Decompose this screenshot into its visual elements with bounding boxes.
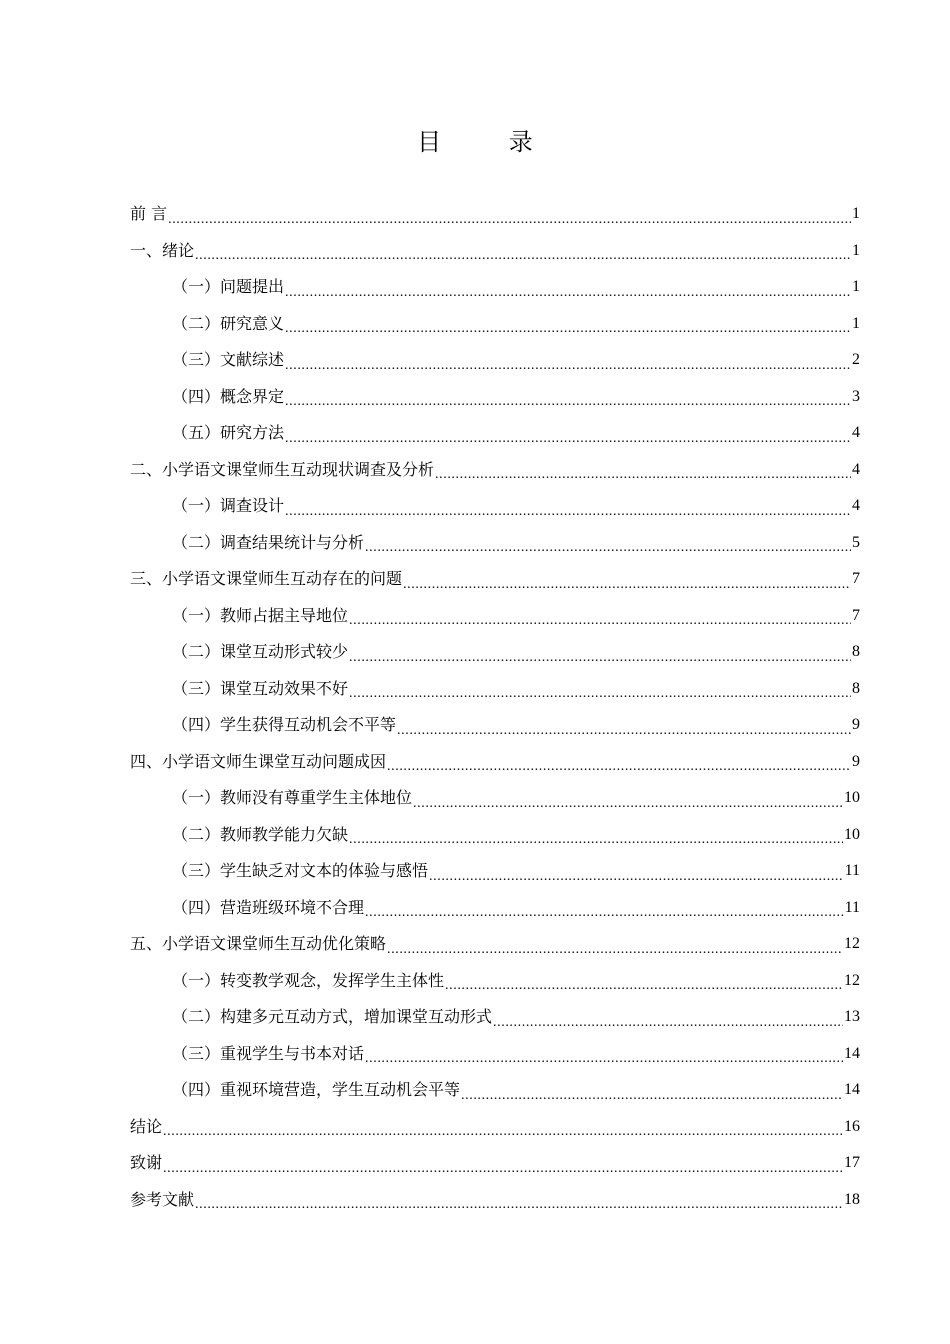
toc-dot-leader: [397, 707, 851, 744]
toc-dot-leader: [163, 1109, 843, 1146]
toc-page-number: 1: [852, 278, 860, 295]
toc-page-number: 13: [844, 1008, 860, 1025]
toc-entry-label: （二）调查结果统计与分析: [172, 532, 365, 552]
toc-dot-leader: [413, 780, 843, 817]
toc-title: 目 录: [417, 128, 563, 156]
toc-section-entry[interactable]: [130, 817, 860, 854]
toc-dot-leader: [435, 452, 851, 489]
table-of-contents: [130, 196, 860, 1218]
toc-chapter-entry[interactable]: [130, 196, 860, 233]
toc-entry-label: （一）调查设计: [172, 496, 285, 515]
toc-section-entry[interactable]: [130, 1072, 860, 1109]
toc-page-number: 8: [852, 679, 860, 697]
toc-entry-label: （三）课堂互动效果不好: [172, 678, 349, 698]
toc-entry-label: （四）概念界定: [172, 386, 285, 406]
toc-entry-label: 三、小学语文课堂师生互动存在的问题: [130, 569, 403, 588]
toc-entry-label: （三）文献综述: [172, 350, 285, 369]
toc-section-entry[interactable]: [130, 415, 860, 452]
toc-dot-leader: [285, 488, 851, 525]
toc-page-number: 10: [844, 789, 860, 806]
toc-dot-leader: [403, 561, 851, 598]
toc-page-number: 14: [844, 1081, 860, 1098]
toc-page-number: 4: [852, 424, 860, 441]
toc-dot-leader: [285, 379, 851, 416]
toc-chapter-entry[interactable]: [130, 1182, 860, 1219]
toc-dot-leader: [168, 196, 851, 233]
toc-section-entry[interactable]: [130, 671, 860, 708]
toc-page-number: 1: [852, 314, 860, 332]
toc-page-number: 10: [844, 825, 860, 843]
toc-page-number: 16: [844, 1117, 860, 1135]
toc-page-number: 14: [844, 1044, 860, 1062]
toc-page-number: 12: [844, 971, 860, 989]
toc-dot-leader: [387, 744, 851, 781]
toc-page-number: 11: [844, 898, 860, 916]
toc-entry-label: （一）教师占据主导地位: [172, 605, 349, 625]
toc-page-number: 1: [852, 205, 860, 222]
toc-entry-label: （二）课堂互动形式较少: [172, 642, 349, 661]
toc-entry-label: （一）转变教学观念，发挥学生主体性: [172, 970, 445, 990]
toc-entry-label: （五）研究方法: [172, 423, 285, 442]
toc-dot-leader: [461, 1072, 843, 1109]
toc-dot-leader: [285, 306, 851, 343]
toc-dot-leader: [365, 1036, 843, 1073]
toc-dot-leader: [365, 525, 851, 562]
toc-section-entry[interactable]: [130, 598, 860, 635]
toc-entry-label: （一）教师没有尊重学生主体地位: [172, 788, 413, 807]
toc-dot-leader: [195, 1182, 843, 1219]
toc-page-number: 8: [852, 643, 860, 660]
toc-entry-label: 二、小学语文课堂师生互动现状调查及分析: [130, 459, 435, 479]
toc-chapter-entry[interactable]: [130, 1145, 860, 1182]
toc-entry-label: （四）营造班级环境不合理: [172, 897, 365, 917]
toc-section-entry[interactable]: [130, 306, 860, 343]
toc-dot-leader: [349, 634, 851, 671]
toc-section-entry[interactable]: [130, 634, 860, 671]
toc-section-entry[interactable]: [130, 525, 860, 562]
toc-page-number: 7: [852, 570, 860, 587]
toc-section-entry[interactable]: [130, 269, 860, 306]
toc-dot-leader: [387, 926, 843, 963]
toc-section-entry[interactable]: [130, 890, 860, 927]
toc-page-number: 4: [852, 460, 860, 478]
toc-entry-label: 结论: [130, 1116, 163, 1136]
toc-chapter-entry[interactable]: [130, 926, 860, 963]
toc-chapter-entry[interactable]: [130, 561, 860, 598]
toc-section-entry[interactable]: [130, 379, 860, 416]
toc-page-number: 18: [844, 1190, 860, 1208]
toc-page-number: 17: [844, 1154, 860, 1171]
toc-entry-label: 前 言: [130, 204, 168, 223]
toc-page-number: 2: [852, 351, 860, 368]
toc-section-entry[interactable]: [130, 853, 860, 890]
toc-dot-leader: [195, 233, 851, 270]
toc-entry-label: （一）问题提出: [172, 277, 285, 296]
toc-page-number: 3: [852, 387, 860, 405]
toc-dot-leader: [493, 999, 843, 1036]
toc-chapter-entry[interactable]: [130, 744, 860, 781]
toc-entry-label: 五、小学语文课堂师生互动优化策略: [130, 934, 387, 953]
toc-entry-label: （三）学生缺乏对文本的体验与感悟: [172, 861, 429, 880]
toc-page-number: 11: [844, 862, 860, 879]
toc-entry-label: 一、绪论: [130, 240, 195, 260]
toc-dot-leader: [163, 1145, 843, 1182]
toc-dot-leader: [349, 671, 851, 708]
toc-page-number: 4: [852, 497, 860, 514]
toc-entry-label: （二）构建多元互动方式，增加课堂互动形式: [172, 1007, 493, 1026]
toc-dot-leader: [365, 890, 844, 927]
toc-dot-leader: [285, 269, 851, 306]
toc-section-entry[interactable]: [130, 1036, 860, 1073]
toc-section-entry[interactable]: [130, 780, 860, 817]
toc-chapter-entry[interactable]: [130, 233, 860, 270]
toc-page-number: 9: [852, 716, 860, 733]
toc-dot-leader: [349, 598, 851, 635]
toc-dot-leader: [349, 817, 843, 854]
toc-section-entry[interactable]: [130, 707, 860, 744]
toc-entry-label: （二）教师教学能力欠缺: [172, 824, 349, 844]
toc-dot-leader: [429, 853, 844, 890]
toc-entry-label: 致谢: [130, 1153, 163, 1172]
toc-dot-leader: [285, 415, 851, 452]
toc-section-entry[interactable]: [130, 999, 860, 1036]
toc-entry-label: （三）重视学生与书本对话: [172, 1043, 365, 1063]
toc-entry-label: （二）研究意义: [172, 313, 285, 333]
toc-page-number: 9: [852, 752, 860, 770]
toc-page-number: 7: [852, 606, 860, 624]
toc-entry-label: （四）学生获得互动机会不平等: [172, 715, 397, 734]
toc-chapter-entry[interactable]: [130, 452, 860, 489]
toc-entry-label: 参考文献: [130, 1189, 195, 1209]
toc-entry-label: 四、小学语文师生课堂互动问题成因: [130, 751, 387, 771]
toc-section-entry[interactable]: [130, 342, 860, 379]
toc-chapter-entry[interactable]: [130, 1109, 860, 1146]
toc-page-number: 12: [844, 935, 860, 952]
toc-entry-label: （四）重视环境营造，学生互动机会平等: [172, 1080, 461, 1099]
toc-page-number: 1: [852, 241, 860, 259]
toc-section-entry[interactable]: [130, 488, 860, 525]
toc-dot-leader: [285, 342, 851, 379]
toc-page-number: 5: [852, 533, 860, 551]
toc-section-entry[interactable]: [130, 963, 860, 1000]
toc-dot-leader: [445, 963, 843, 1000]
